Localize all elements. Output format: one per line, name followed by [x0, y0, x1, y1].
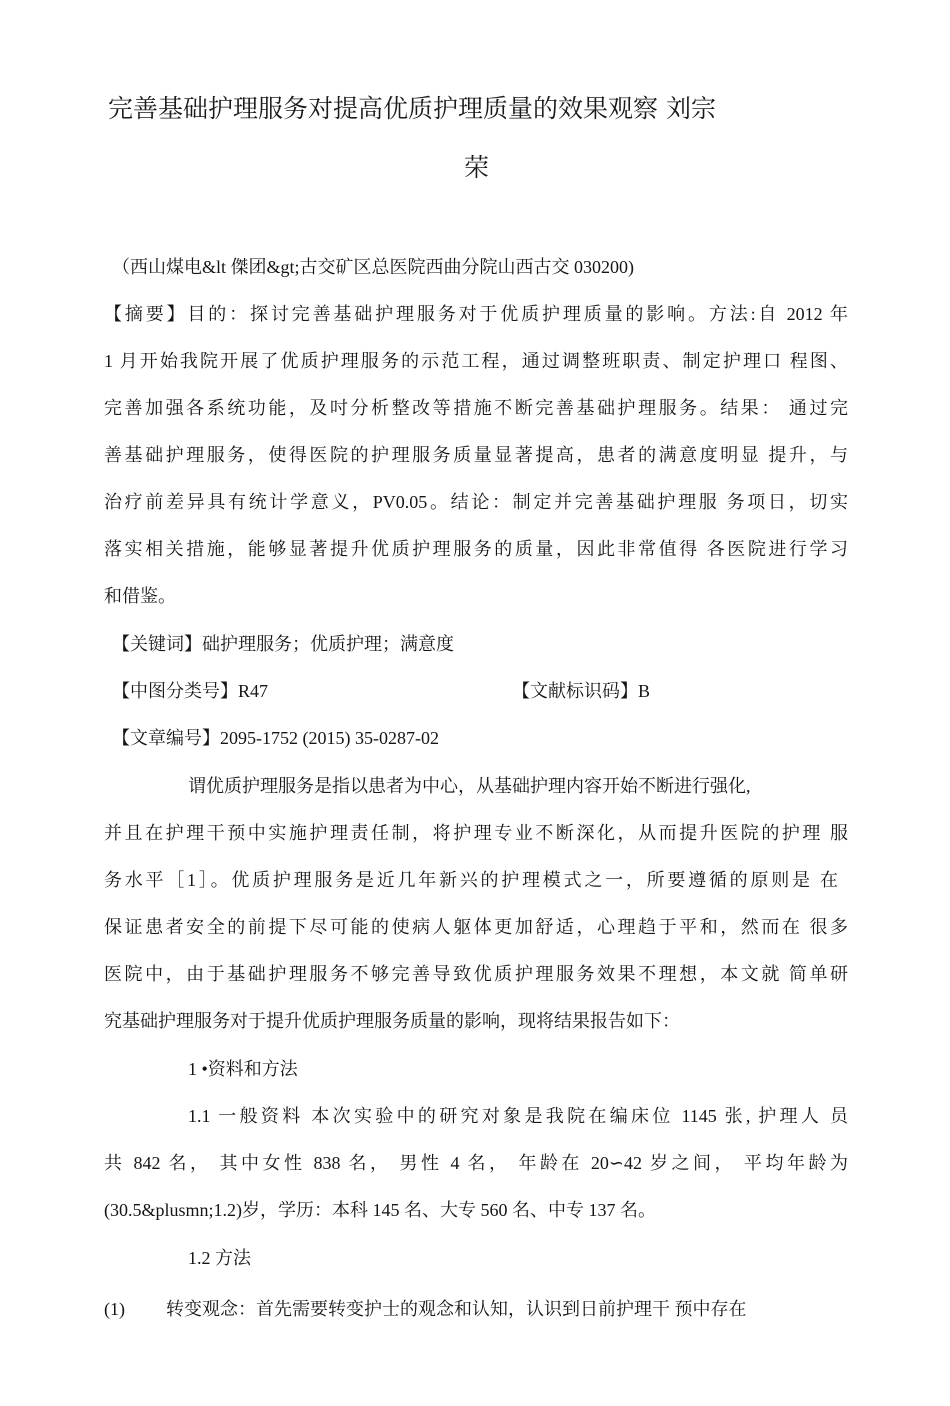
subsection-heading: 1.2 方法 [188, 1248, 251, 1268]
intro-line: 并且在护理干预中实施护理责任制，将护理专业不断深化，从而提升医院的护理 服 [104, 823, 848, 843]
title-line-2: 荣 [464, 153, 490, 182]
subsection-line: 共 842 名， 其中女性 838 名， 男性 4 名， 年龄在 20∽42 岁之间， 平均年龄为 [104, 1153, 848, 1173]
list-item-number: (1) [104, 1299, 125, 1319]
affiliation: （西山煤电&lt 傑团&gt;古交矿区总医院西曲分院山西古交 030200) [112, 257, 634, 277]
abstract-line: 1 月开始我院开展了优质护理服务的示范工程，通过调整班职责、制定护理口 程图、 [104, 351, 848, 371]
keywords: 【关键词】础护理服务；优质护理；满意度 [112, 634, 454, 654]
abstract-line: 治疗前差异具有统计学意义，PV0.05。结论：制定并完善基础护理服 务项日，切实 [104, 492, 848, 512]
article-number: 【文章编号】2095-1752 (2015) 35-0287-02 [112, 728, 439, 748]
title-line-1: 完善基础护理服务对提高优质护理质量的效果观察 刘宗 [108, 94, 716, 123]
abstract-line: 落实相关措施，能够显著提升优质护理服务的质量，因此非常值得 各医院进行学习 [104, 539, 848, 559]
intro-line: 究基础护理服务对于提升优质护理服务质量的影响，现将结果报告如下： [104, 1011, 680, 1031]
intro-line: 务水平［1］。优质护理服务是近几年新兴的护理模式之一，所要遵循的原则是 在 [104, 870, 838, 890]
subsection-line: 1.1 一般资料 本次实验中的研究对象是我院在编床位 1145 张, 护理人 员 [188, 1106, 848, 1126]
abstract-line: 善基础护理服务，使得医院的护理服务质量显著提高，患者的满意度明显 提升，与 [104, 445, 848, 465]
abstract-line: 完善加强各系统功能，及吋分析整改等措施不断完善基础护理服务。结果： 通过完 [104, 398, 848, 418]
document-code: 【文献标识码】B [512, 681, 651, 701]
abstract-line: 【摘要】目的：探讨完善基础护理服务对于优质护理质量的影响。方法:自 2012 年 [104, 304, 848, 324]
intro-line: 谓优质护理服务是指以患者为中心，从基础护理内容开始不断进行强化, [188, 776, 751, 796]
subsection-line: (30.5&plusmn;1.2)岁，学历：本科 145 名、大专 560 名、中专 137 名。 [104, 1200, 656, 1220]
intro-line: 保证患者安全的前提下尽可能的使病人躯体更加舒适，心理趋于平和，然而在 很多 [104, 917, 848, 937]
abstract-line: 和借鉴。 [104, 586, 176, 606]
section-heading: 1 •资料和方法 [188, 1059, 298, 1079]
intro-line: 医院中，由于基础护理服务不够完善导致优质护理服务效果不理想，本文就 简单研 [104, 964, 848, 984]
list-item-text: 转变观念：首先需要转变护士的观念和认知，认识到日前护理干 预中存在 [166, 1299, 747, 1319]
clc-number: 【中图分类号】R47 [112, 681, 269, 701]
